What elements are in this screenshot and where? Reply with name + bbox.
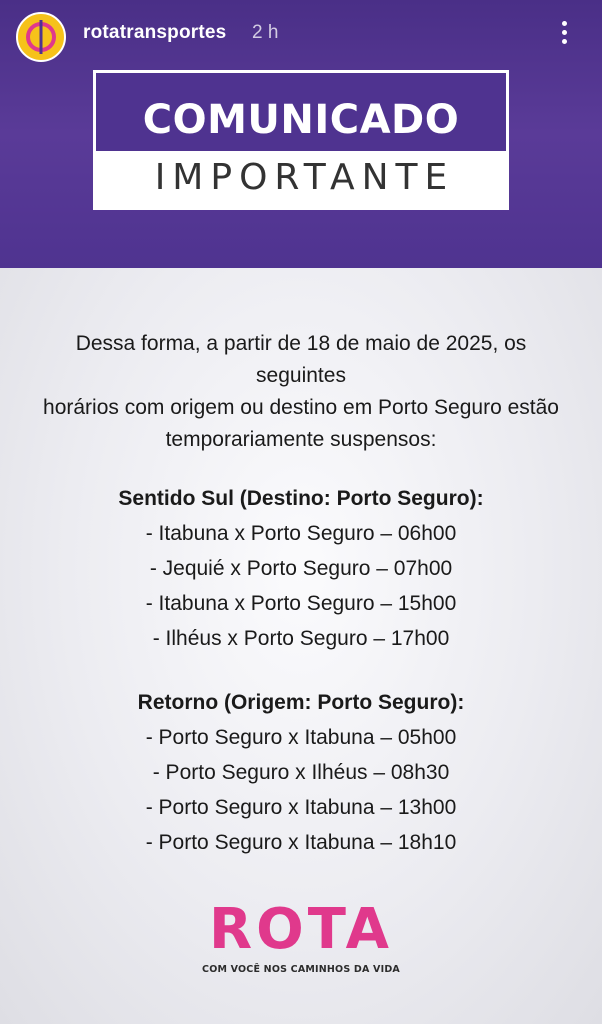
title-comunicado: COMUNICADO: [142, 97, 460, 143]
story-header-bar: [0, 0, 602, 70]
schedule-item: - Porto Seguro x Ilhéus – 08h30: [152, 761, 450, 784]
rota-brand-logo: [0, 898, 602, 975]
schedule-item: - Jequié x Porto Seguro – 07h00: [149, 557, 453, 580]
intro-line: temporariamente suspensos:: [165, 428, 437, 451]
schedule-item: - Itabuna x Porto Seguro – 06h00: [145, 522, 457, 545]
schedule-item: - Itabuna x Porto Seguro – 15h00: [145, 592, 457, 615]
announcement-title-box: [93, 70, 509, 210]
intro-line: horários com origem ou destino em Porto Seguro estão: [43, 396, 559, 419]
schedule-item: - Porto Seguro x Itabuna – 18h10: [145, 831, 457, 854]
schedule-item: - Porto Seguro x Itabuna – 13h00: [145, 796, 457, 819]
profile-avatar[interactable]: [16, 12, 66, 62]
title-top-band: [96, 73, 506, 151]
rota-logo-avatar-icon: [18, 14, 64, 60]
notice-intro: [41, 328, 561, 456]
title-importante: IMPORTANTE: [154, 157, 455, 198]
logo-tagline: COM VOCÊ NOS CAMINHOS DA VIDA: [202, 964, 400, 975]
more-vertical-icon[interactable]: [554, 18, 574, 52]
schedule-item: - Ilhéus x Porto Seguro – 17h00: [152, 627, 450, 650]
notice-content: [0, 328, 602, 860]
intro-line: Dessa forma, a partir de 18 de maio de 2025, os seguintes: [75, 332, 527, 387]
logo-wordmark: [209, 898, 393, 962]
section-title-retorno: Retorno (Origem: Porto Seguro):: [137, 691, 465, 714]
post-timestamp: 2 h: [252, 22, 279, 43]
profile-username[interactable]: rotatransportes: [83, 22, 227, 43]
section-title-sentido-sul: Sentido Sul (Destino: Porto Seguro):: [118, 487, 484, 510]
schedule-item: - Porto Seguro x Itabuna – 05h00: [145, 726, 457, 749]
logo-wordmark-text: ROTA: [209, 897, 393, 962]
